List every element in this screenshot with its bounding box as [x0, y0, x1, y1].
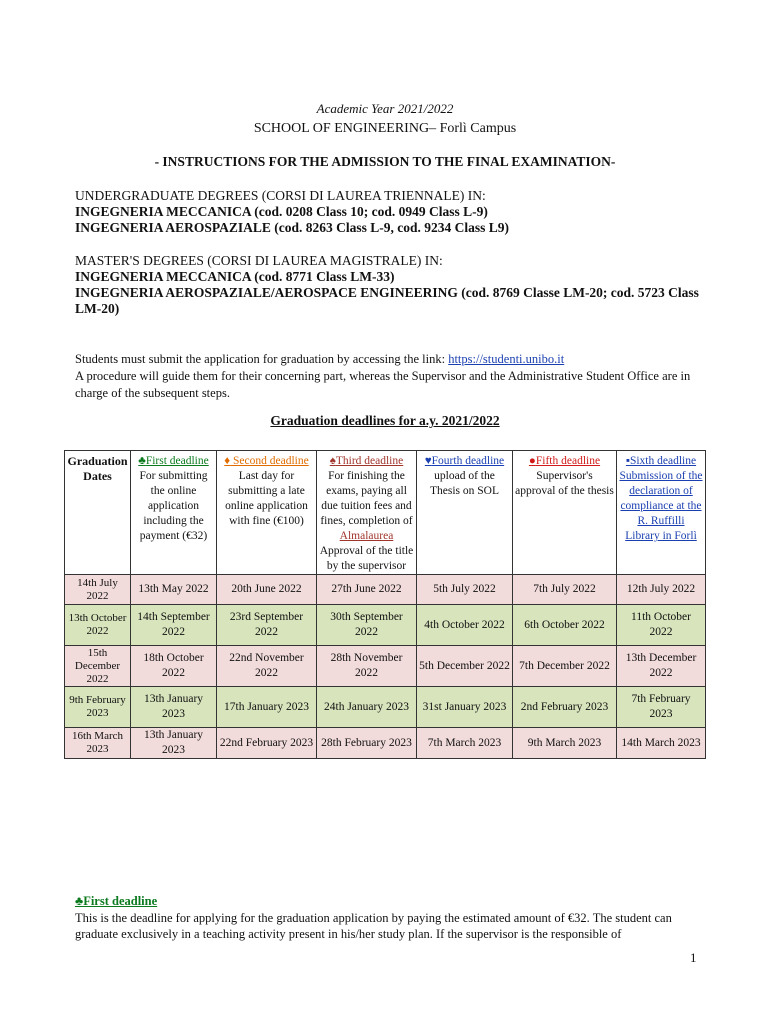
spade-icon: ♠	[329, 455, 336, 467]
dot-icon: ●	[528, 455, 536, 467]
header-fifth-deadline	[513, 451, 617, 575]
table-cell: 7th March 2023	[417, 728, 513, 759]
masters-line-1: INGEGNERIA MECCANICA (cod. 8771 Class LM-33)	[75, 269, 395, 284]
header-graduation-dates: Graduation Dates	[65, 451, 131, 575]
undergraduate-heading: UNDERGRADUATE DEGREES (CORSI DI LAUREA TRIENNALE) IN:	[75, 188, 486, 203]
intro-paragraph	[75, 351, 715, 402]
table-cell: 4th October 2022	[417, 605, 513, 646]
table-cell: 30th September 2022	[317, 605, 417, 646]
table-cell: 7th July 2022	[513, 575, 617, 605]
row-date: 13th October 2022	[65, 605, 131, 646]
table-cell: 7th February 2023	[617, 687, 706, 728]
table-cell: 14th March 2023	[617, 728, 706, 759]
first-deadline-desc: For submitting the online application including the payment (€32)	[139, 470, 208, 542]
header-fourth-deadline	[417, 451, 513, 575]
first-deadline-heading: ♣First deadline	[75, 894, 158, 908]
school-name: SCHOOL OF ENGINEERING– Forlì Campus	[253, 121, 517, 136]
first-deadline-label: ♣First deadline	[138, 455, 209, 467]
table-cell: 28th November 2022	[317, 646, 417, 687]
table-cell: 18th October 2022	[131, 646, 217, 687]
undergraduate-line-2: INGEGNERIA AEROSPAZIALE (cod. 8263 Class L-9, cod. 9234 Class L9)	[75, 220, 510, 235]
fifth-deadline-desc: Supervisor's approval of the thesis	[515, 470, 614, 497]
table-row	[65, 728, 706, 759]
undergraduate-line-1: INGEGNERIA MECCANICA (cod. 0208 Class 10; cod. 0949 Class L-9)	[75, 204, 488, 219]
table-cell: 17th January 2023	[217, 687, 317, 728]
table-cell: 20th June 2022	[217, 575, 317, 605]
table-cell: 13th December 2022	[617, 646, 706, 687]
page-number: 1	[690, 950, 697, 965]
third-deadline-desc: For finishing the exams, paying all due tuition fees and fines, completion of	[320, 470, 413, 527]
table-cell: 9th March 2023	[513, 728, 617, 759]
table-cell: 6th October 2022	[513, 605, 617, 646]
table-cell: 22nd November 2022	[217, 646, 317, 687]
table-cell: 2nd February 2023	[513, 687, 617, 728]
table-row	[65, 646, 706, 687]
fifth-deadline-label: ●Fifth deadline	[528, 455, 601, 467]
table-row	[65, 687, 706, 728]
row-date: 14th July 2022	[65, 575, 131, 605]
table-title: Graduation deadlines for a.y. 2021/2022	[270, 413, 500, 428]
row-date: 15th December 2022	[65, 646, 131, 687]
table-row	[65, 605, 706, 646]
sixth-deadline-desc[interactable]: Submission of the declaration of compliance at the R. Ruffilli Library in Forlì	[619, 470, 703, 542]
fourth-deadline-desc: upload of the Thesis on SOL	[430, 470, 499, 497]
table-cell: 13th January 2023	[131, 728, 217, 759]
first-deadline-body: This is the deadline for applying for the graduation application by paying the estimated amount of €32. The student can graduate exclusively in a teaching activity present in his/her study plan. If the supervisor is the responsible of	[75, 911, 672, 941]
second-deadline-desc: Last day for submitting a late online application with fine (€100)	[225, 470, 308, 527]
table-cell: 5th July 2022	[417, 575, 513, 605]
header-third-deadline	[317, 451, 417, 575]
third-deadline-label: ♠Third deadline	[329, 455, 404, 467]
table-cell: 13th January 2023	[131, 687, 217, 728]
undergraduate-section	[75, 188, 715, 236]
document-title: - INSTRUCTIONS FOR THE ADMISSION TO THE FINAL EXAMINATION-	[154, 154, 616, 169]
masters-section	[75, 253, 715, 317]
table-cell: 14th September 2022	[131, 605, 217, 646]
header-second-deadline	[217, 451, 317, 575]
second-deadline-label: ♦ Second deadline	[224, 455, 309, 467]
row-date: 9th February 2023	[65, 687, 131, 728]
intro-text-2: A procedure will guide them for their concerning part, whereas the Supervisor and the Administrative Student Office are in charge of the subsequent steps.	[75, 369, 691, 400]
table-cell: 22nd February 2023	[217, 728, 317, 759]
heart-icon: ♥	[424, 455, 432, 467]
table-cell: 12th July 2022	[617, 575, 706, 605]
table-header-row	[65, 451, 706, 575]
almalaurea-link[interactable]: Almalaurea	[339, 530, 394, 542]
masters-line-2: INGEGNERIA AEROSPAZIALE/AEROSPACE ENGINEERING (cod. 8769 Classe LM-20; cod. 5723 Class LM-20)	[75, 285, 699, 316]
header-first-deadline	[131, 451, 217, 575]
club-icon: ♣	[138, 455, 146, 467]
table-cell: 7th December 2022	[513, 646, 617, 687]
table-cell: 11th October 2022	[617, 605, 706, 646]
intro-text: Students must submit the application for graduation by accessing the link:	[75, 352, 449, 366]
table-cell: 27th June 2022	[317, 575, 417, 605]
table-cell: 31st January 2023	[417, 687, 513, 728]
table-cell: 5th December 2022	[417, 646, 513, 687]
diamond-icon: ♦	[224, 455, 231, 467]
sixth-deadline-label: ▪Sixth deadline	[625, 455, 697, 467]
academic-year: Academic Year 2021/2022	[316, 101, 454, 116]
table-cell: 13th May 2022	[131, 575, 217, 605]
table-cell: 23rd September 2022	[217, 605, 317, 646]
third-deadline-desc-2: Approval of the title by the supervisor	[319, 545, 414, 572]
square-icon: ▪	[625, 455, 630, 467]
fourth-deadline-label: ♥Fourth deadline	[424, 455, 505, 467]
table-cell: 28th February 2023	[317, 728, 417, 759]
row-date: 16th March 2023	[65, 728, 131, 759]
masters-heading: MASTER'S DEGREES (CORSI DI LAUREA MAGISTRALE) IN:	[75, 253, 443, 268]
table-cell: 24th January 2023	[317, 687, 417, 728]
table-row	[65, 575, 706, 605]
deadlines-table	[64, 450, 706, 759]
header-sixth-deadline	[617, 451, 706, 575]
studenti-link[interactable]: https://studenti.unibo.it	[448, 352, 565, 366]
